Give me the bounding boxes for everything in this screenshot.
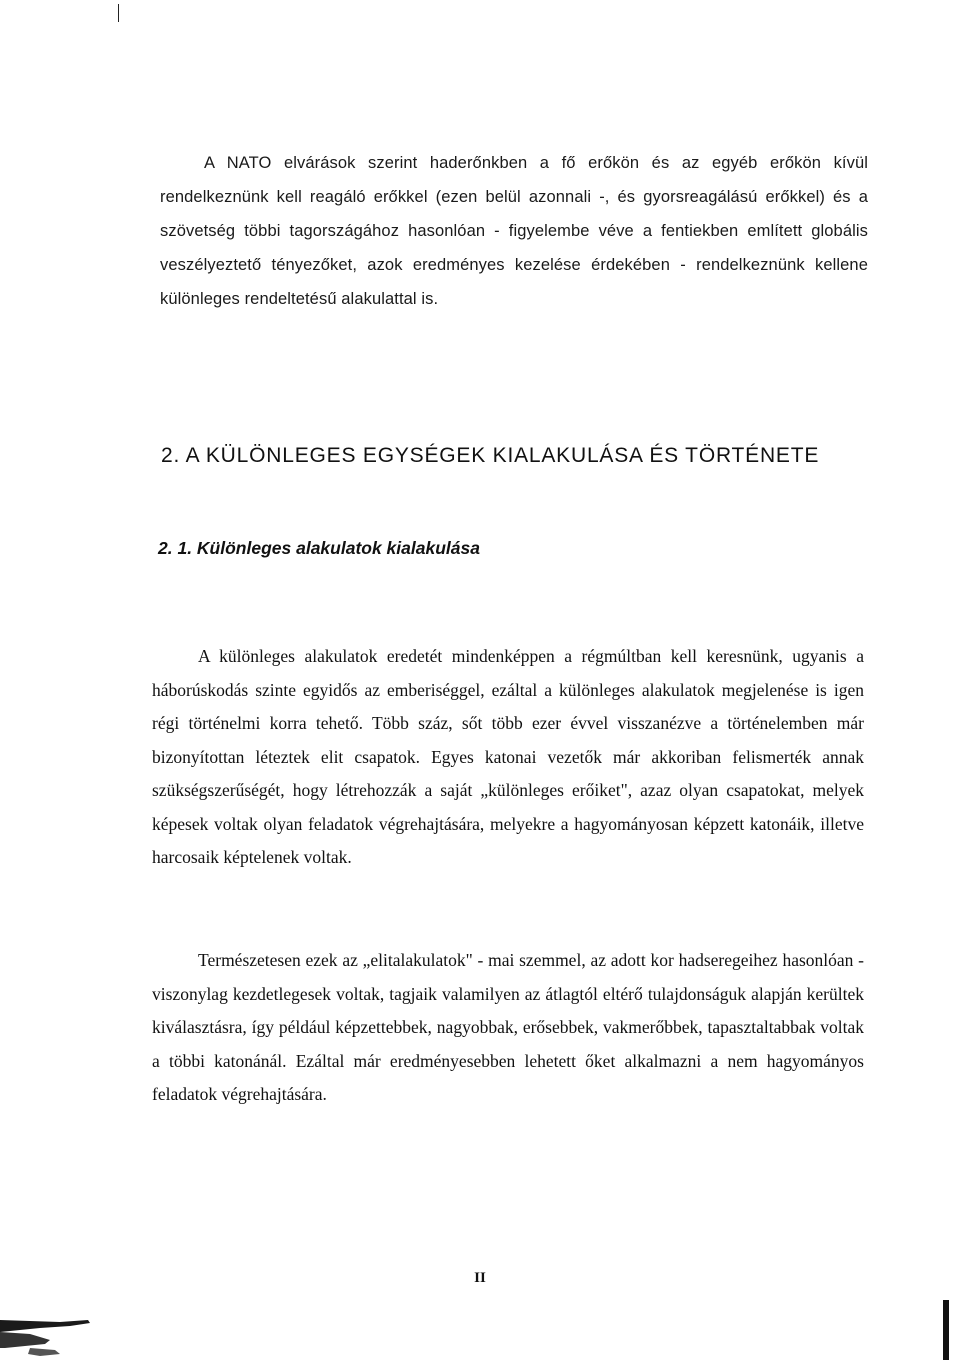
paragraph-3: Természetesen ezek az „elitalakulatok" - mai szemmel, az adott kor hadseregeihez hasonlóan - viszonylag kezdetlegesek voltak, tagjaik valamilyen az átlagtól eltérő tulajdonságuk alapján kerültek kiválasztásra, így például képzettebbek, nagyobbak, erősebbek, vakmerőbbek, tapasztaltabbak voltak a többi katonánál. Ezáltal már eredményesebben lehetett őket alkalmazni a nem hagyományos feladatok végrehajtására. [152, 950, 864, 1104]
scan-mark-top [118, 4, 119, 22]
scan-artifact-left [0, 1318, 95, 1358]
section-heading: 2. A KÜLÖNLEGES EGYSÉGEK KIALAKULÁSA ÉS TÖRTÉNETE [161, 444, 820, 467]
subsection-heading: 2. 1. Különleges alakulatok kialakulása [158, 538, 480, 558]
page-number: II [474, 1270, 486, 1286]
scan-artifact-right [940, 1300, 952, 1360]
paragraph-2: A különleges alakulatok eredetét mindenképpen a régmúltban kell keresnünk, ugyanis a háborúskodás szinte egyidős az emberiséggel, ezáltal a különleges alakulatok megjelenése is igen régi történelmi korra tehető. Több száz, sőt több ezer évvel visszanézve a történelemben már bizonyítottan léteztek elit csapatok. Egyes katonai vezetők már akkoriban felismerték annak szükségszerűségét, hogy létrehozzák a saját „különleges erőiket", azaz olyan csapatokat, melyek képesek voltak olyan feladatok végrehajtására, melyekre a hagyományosan képzett katonáik, illetve harcosaik képtelenek voltak. [152, 646, 864, 867]
intro-paragraph: A NATO elvárások szerint haderőnkben a fő erőkön és az egyéb erőkön kívül rendelkeznünk kell reagáló erőkkel (ezen belül azonnali -, és gyorsreagálású erőkkel) és a szövetség többi tagországához hasonlóan - figyelembe véve a fentiekben említett globális veszélyeztető tényezőket, azok eredményes kezelése érdekében - rendelkeznünk kellene különleges rendeltetésű alakulattal is. [160, 154, 868, 308]
